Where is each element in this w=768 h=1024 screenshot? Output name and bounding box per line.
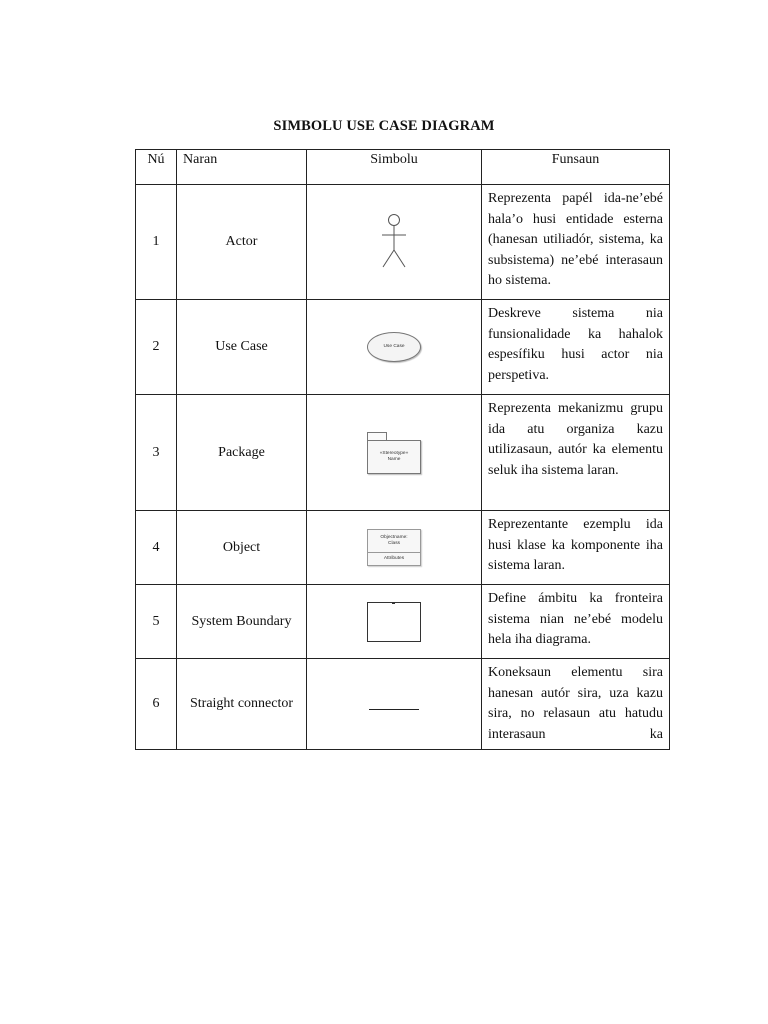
row-number: 5 xyxy=(136,585,177,659)
table-row xyxy=(136,659,670,750)
row-function: Reprezenta mekanizmu grupu ida atu organiza kazu utilizasaun, autór ka elementu seluk iha sistema laran. xyxy=(482,395,670,511)
row-name: Straight connector xyxy=(177,659,307,750)
symbol-cell xyxy=(307,395,482,511)
table-row xyxy=(136,511,670,585)
straight-connector-icon xyxy=(369,709,419,710)
row-function: Reprezenta papél ida-ne’ebé hala’o husi entidade esterna (hanesan utiliadór, sistema, ka subsistema) ne’ebé interasaun ho sistema. xyxy=(482,185,670,300)
package-icon xyxy=(367,432,421,474)
table-header-row xyxy=(136,150,670,185)
table-row xyxy=(136,395,670,511)
table-row xyxy=(136,185,670,300)
table-row xyxy=(136,585,670,659)
system-boundary-icon xyxy=(367,602,421,642)
page-title: SIMBOLU USE CASE DIAGRAM xyxy=(273,118,495,134)
row-number: 1 xyxy=(136,185,177,300)
object-icon xyxy=(367,529,421,566)
header-function: Funsaun xyxy=(482,150,670,185)
row-function: Koneksaun elementu sira hanesan autór sira, uza kazu sira, no relasaun atu hatudu interasaun ka xyxy=(482,659,670,750)
row-name: Actor xyxy=(177,185,307,300)
object-header xyxy=(368,530,420,553)
symbol-cell xyxy=(307,511,482,585)
header-no: Nú xyxy=(136,150,177,185)
row-number: 3 xyxy=(136,395,177,511)
symbol-cell xyxy=(307,300,482,395)
row-function: Reprezentante ezemplu ida husi klase ka komponente iha sistema laran. xyxy=(482,511,670,585)
package-stereotype-text: «Stereotype» xyxy=(379,450,409,456)
actor-icon xyxy=(379,214,409,270)
row-number: 6 xyxy=(136,659,177,750)
use-case-ellipse-icon xyxy=(367,332,421,362)
symbol-table xyxy=(135,149,670,750)
header-name: Naran xyxy=(177,150,307,185)
boundary-tick xyxy=(392,602,395,604)
row-function: Deskreve sistema nia funsionalidade ka hahalok espesífiku husi actor nia perspetiva. xyxy=(482,300,670,395)
package-name-text: Name xyxy=(387,456,401,462)
object-name-text: Objectname: xyxy=(380,535,408,540)
object-class-text: Class xyxy=(388,541,400,546)
header-symbol: Simbolu xyxy=(307,150,482,185)
object-attributes-text: Attributes xyxy=(383,556,405,561)
table-row xyxy=(136,300,670,395)
symbol-cell xyxy=(307,185,482,300)
symbol-cell xyxy=(307,585,482,659)
package-body xyxy=(367,440,421,474)
symbol-cell xyxy=(307,659,482,750)
row-name: Object xyxy=(177,511,307,585)
row-name: Package xyxy=(177,395,307,511)
row-number: 4 xyxy=(136,511,177,585)
row-name: Use Case xyxy=(177,300,307,395)
row-number: 2 xyxy=(136,300,177,395)
row-name: System Boundary xyxy=(177,585,307,659)
row-function: Define ámbitu ka fronteira sistema nian ne’ebé modelu hela iha diagrama. xyxy=(482,585,670,659)
object-attributes xyxy=(368,553,420,565)
use-case-symbol-text: Use Case xyxy=(383,344,405,349)
